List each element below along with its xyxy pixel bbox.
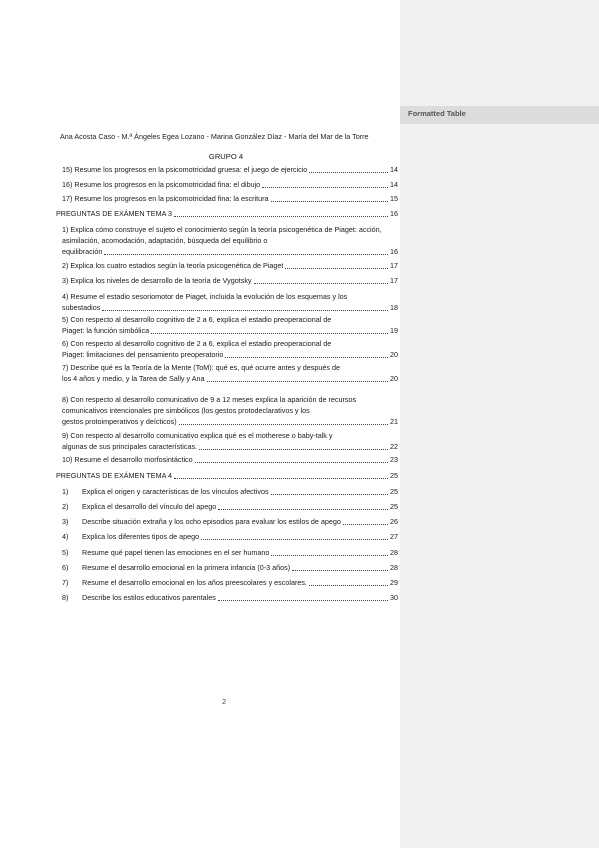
toc-leader-dots bbox=[179, 424, 388, 425]
toc-page-number: 25 bbox=[390, 502, 398, 511]
toc-page-number: 30 bbox=[390, 593, 398, 602]
toc-page-number: 16 bbox=[390, 247, 398, 256]
toc-leader-dots bbox=[292, 570, 388, 571]
toc-leader-dots bbox=[225, 357, 388, 358]
toc-leader-dots bbox=[285, 268, 388, 269]
toc-leader-dots bbox=[151, 333, 388, 334]
toc-entry[interactable] bbox=[62, 362, 398, 384]
toc-entry[interactable] bbox=[56, 577, 398, 588]
toc-page-number: 18 bbox=[390, 303, 398, 312]
toc-entry[interactable] bbox=[62, 179, 398, 190]
toc-leader-dots bbox=[271, 555, 388, 556]
toc-leader-dots bbox=[271, 494, 388, 495]
toc-entry[interactable] bbox=[62, 193, 398, 204]
toc-leader-dots bbox=[201, 539, 388, 540]
toc-leader-dots bbox=[262, 187, 388, 188]
toc-entry-title: Resume el desarrollo emocional en la primera infancia (0-3 años) bbox=[82, 563, 291, 572]
toc-page-number: 19 bbox=[390, 326, 398, 335]
toc-page-number: 14 bbox=[390, 180, 398, 189]
toc-entry-text: 8) Con respecto al desarrollo comunicativo de 9 a 12 meses explica la aparición de recursos comunicativos intencionales pre simbólicos (los gestos protodeclarativos y los bbox=[62, 395, 357, 415]
toc-entry[interactable] bbox=[56, 501, 398, 512]
toc-entry-number: 8) bbox=[62, 593, 69, 602]
toc-leader-dots bbox=[199, 449, 388, 450]
toc-page-number: 20 bbox=[390, 374, 398, 383]
toc-leader-dots bbox=[207, 381, 389, 382]
toc-entry-number: 2) bbox=[62, 502, 69, 511]
toc-entry-text: 9) Con respecto al desarrollo comunicativo explica qué es el motherese o baby-talk y bbox=[62, 431, 333, 440]
toc-leader-dots bbox=[102, 310, 388, 311]
toc-page-number: 15 bbox=[390, 194, 398, 203]
group-title: GRUPO 4 bbox=[208, 152, 244, 161]
toc-page-number: 28 bbox=[390, 548, 398, 557]
toc-entry[interactable] bbox=[62, 224, 398, 257]
toc-page-number: 23 bbox=[390, 455, 398, 464]
toc-entry-title: los 4 años y medio, y la Tarea de Sally y Ana bbox=[62, 374, 205, 383]
toc-entry-title: PREGUNTAS DE EXÁMEN TEMA 3 bbox=[56, 209, 172, 218]
toc-entry[interactable] bbox=[62, 275, 398, 286]
toc-page-number: 14 bbox=[390, 165, 398, 174]
toc-leader-dots bbox=[271, 201, 388, 202]
toc-entry[interactable] bbox=[56, 592, 398, 603]
page-number: 2 bbox=[222, 697, 227, 706]
toc-entry-title: subestadios bbox=[62, 303, 101, 312]
toc-entry[interactable] bbox=[56, 547, 398, 558]
toc-entry-text: 6) Con respecto al desarrollo cognitivo de 2 a 6, explica el estadio preoperacional de bbox=[62, 339, 332, 348]
comment-pane bbox=[400, 0, 599, 848]
toc-entry[interactable] bbox=[62, 394, 398, 427]
toc-entry-title: Piaget: limitaciones del pensamiento preoperatorio bbox=[62, 350, 224, 359]
toc-entry-title: Describe situación extraña y los ocho episodios para evaluar los estilos de apego bbox=[82, 517, 341, 526]
toc-entry-title: 15) Resume los progresos en la psicomotricidad gruesa: el juego de ejercicio bbox=[62, 165, 308, 174]
toc-entry-title: 17) Resume los progresos en la psicomotricidad fina: la escritura bbox=[62, 194, 269, 203]
toc-entry[interactable] bbox=[62, 291, 398, 313]
comment-label: Formatted Table bbox=[408, 109, 466, 118]
toc-leader-dots bbox=[218, 509, 388, 510]
page-header: Ana Acosta Caso - M.ª Ángeles Egea Lozano - Marina González Díaz - María del Mar de la Torre bbox=[60, 132, 369, 141]
toc-entry-title: Piaget: la función simbólica bbox=[62, 326, 150, 335]
toc-page-number: 25 bbox=[390, 471, 398, 480]
toc-leader-dots bbox=[174, 478, 388, 479]
toc-entry-number: 4) bbox=[62, 532, 69, 541]
toc-leader-dots bbox=[195, 462, 388, 463]
toc-entry-number: 5) bbox=[62, 548, 69, 557]
toc-entry[interactable] bbox=[56, 208, 398, 219]
toc-entry[interactable] bbox=[62, 314, 398, 336]
comment-balloon[interactable] bbox=[400, 106, 599, 124]
toc-entry-number: 7) bbox=[62, 578, 69, 587]
toc-entry-title: 10) Resume el desarrollo morfosintáctico bbox=[62, 455, 193, 464]
toc-leader-dots bbox=[218, 600, 388, 601]
toc-entry-number: 1) bbox=[62, 487, 69, 496]
toc-entry-number: 3) bbox=[62, 517, 69, 526]
toc-page-number: 27 bbox=[390, 532, 398, 541]
toc-entry-title: Resume el desarrollo emocional en los años preescolares y escolares. bbox=[82, 578, 307, 587]
toc-entry[interactable] bbox=[62, 454, 398, 465]
toc-entry-title: Explica el origen y características de los vínculos afectivos bbox=[82, 487, 269, 496]
toc-leader-dots bbox=[174, 216, 388, 217]
toc-entry-title: 2) Explica los cuatro estadios según la teoría psicogenética de Piaget bbox=[62, 261, 284, 270]
toc-entry-title: equilibración bbox=[62, 247, 103, 256]
toc-entry[interactable] bbox=[56, 531, 398, 542]
toc-page-number: 25 bbox=[390, 487, 398, 496]
toc-entry-title: 3) Explica los niveles de desarrollo de la teoría de Vygotsky bbox=[62, 276, 252, 285]
toc-entry[interactable] bbox=[62, 338, 398, 360]
toc-entry-title: Explica el desarrollo del vínculo del apego bbox=[82, 502, 217, 511]
toc-page-number: 28 bbox=[390, 563, 398, 572]
toc-entry-title: Resume qué papel tienen las emociones en el ser humano bbox=[82, 548, 270, 557]
toc-entry-title: Explica los diferentes tipos de apego bbox=[82, 532, 200, 541]
toc-leader-dots bbox=[254, 283, 388, 284]
toc-leader-dots bbox=[104, 254, 388, 255]
toc-entry[interactable] bbox=[56, 486, 398, 497]
toc-page-number: 26 bbox=[390, 517, 398, 526]
toc-page-number: 16 bbox=[390, 209, 398, 218]
toc-page-number: 22 bbox=[390, 442, 398, 451]
toc-page-number: 29 bbox=[390, 578, 398, 587]
toc-page-number: 21 bbox=[390, 417, 398, 426]
toc-page-number: 17 bbox=[390, 276, 398, 285]
toc-entry-title: gestos protoimperativos y deícticos) bbox=[62, 417, 177, 426]
toc-entry-title: 16) Resume los progresos en la psicomotricidad fina: el dibujo bbox=[62, 180, 261, 189]
toc-entry-text: 7) Describe qué es la Teoría de la Mente (ToM): qué es, qué ocurre antes y después de bbox=[62, 363, 340, 372]
toc-page-number: 20 bbox=[390, 350, 398, 359]
toc-entry-title: Describe los estilos educativos parentales bbox=[82, 593, 216, 602]
toc-page-number: 17 bbox=[390, 261, 398, 270]
toc-entry-text: 4) Resume el estadio sesoriomotor de Piaget, incluida la evolución de los esquemas y los bbox=[62, 292, 348, 301]
toc-entry-title: PREGUNTAS DE EXÁMEN TEMA 4 bbox=[56, 471, 172, 480]
toc-entry[interactable] bbox=[56, 562, 398, 573]
toc-leader-dots bbox=[309, 585, 388, 586]
toc-entry-number: 6) bbox=[62, 563, 69, 572]
toc-entry[interactable] bbox=[56, 516, 398, 527]
toc-entry[interactable] bbox=[62, 260, 398, 271]
toc-leader-dots bbox=[309, 172, 388, 173]
toc-entry-title: algunas de sus principales características. bbox=[62, 442, 198, 451]
toc-entry[interactable] bbox=[62, 164, 398, 175]
toc-entry[interactable] bbox=[56, 470, 398, 481]
toc-leader-dots bbox=[343, 524, 388, 525]
toc-entry-text: 5) Con respecto al desarrollo cognitivo de 2 a 6, explica el estadio preoperacional de bbox=[62, 315, 332, 324]
toc-entry[interactable] bbox=[62, 430, 398, 452]
toc-entry-text: 1) Explica cómo construye el sujeto el conocimiento según la teoría psicogenética de Piaget: acción, asimilación, acomodación, adaptación, búsqueda del equilibrio o bbox=[62, 225, 382, 245]
